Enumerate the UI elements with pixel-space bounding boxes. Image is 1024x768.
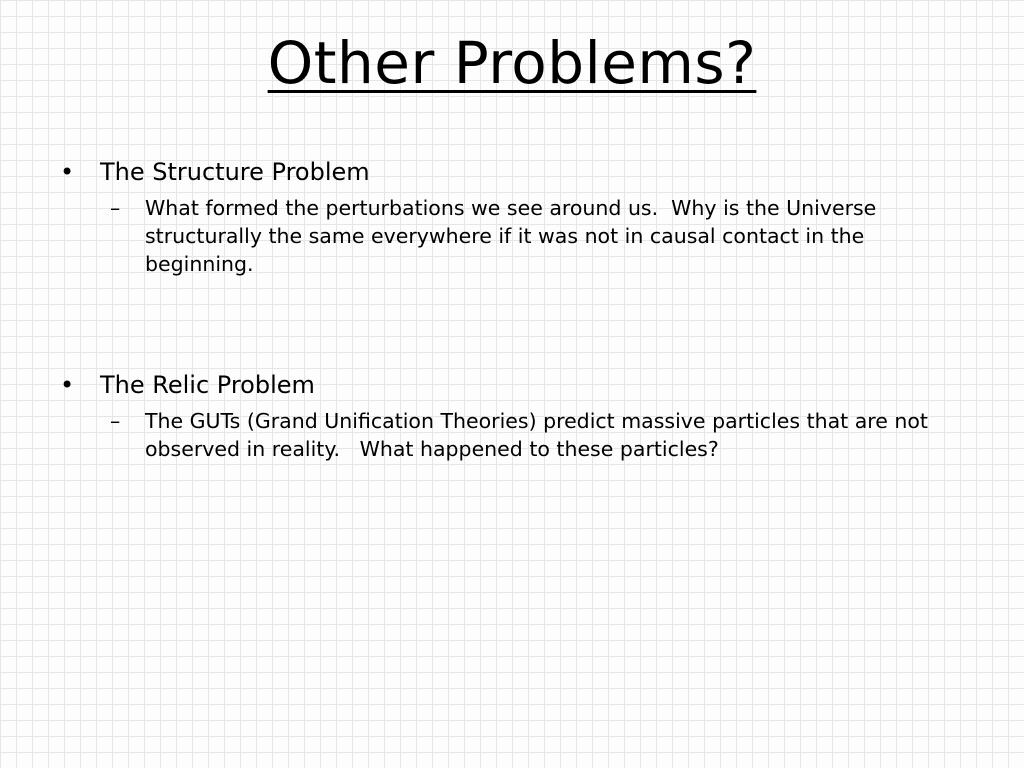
structure-problem-detail: [110, 194, 960, 278]
structure-problem-heading: The Structure Problem: [100, 158, 370, 186]
structure-problem-text: What formed the perturbations we see around us. Why is the Universe structurally the same everywhere if it was not in causal contact in the beginning.: [145, 196, 883, 276]
relic-problem-text: The GUTs (Grand Unification Theories) predict massive particles that are not observed in reality. What happened to these particles?: [145, 409, 935, 461]
relic-problem-bullet: [60, 369, 960, 401]
dash-icon: –: [110, 409, 121, 433]
structure-problem-bullet: [60, 156, 960, 188]
bullet-icon: •: [60, 158, 75, 186]
relic-problem-detail: [110, 407, 960, 463]
structure-problem-section: [60, 156, 960, 278]
bullet-icon: •: [60, 371, 75, 399]
relic-problem-heading: The Relic Problem: [100, 371, 315, 399]
slide-title-text: Other Problems?: [267, 29, 757, 97]
dash-icon: –: [110, 196, 121, 220]
relic-problem-section: [60, 369, 960, 463]
slide-title: [0, 28, 1024, 98]
